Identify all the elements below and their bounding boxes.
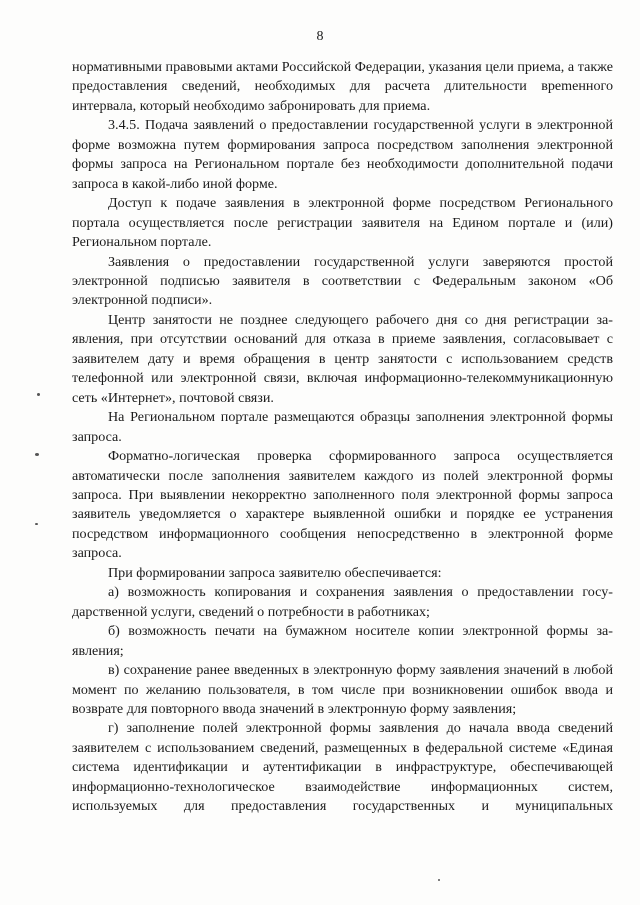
paragraph-access: Доступ к подаче заявления в электронной форме посредством Регионального портала осуществляется после регистрации заявителя на Едином портале и (или) Региональном портале. <box>72 195 613 251</box>
paragraph-3-4-5: 3.4.5. Подача заявлений о предоставлении государственной услуги в электронной форме возможна путем формирования запроса посредством заполнения электронной формы запроса на Региональном портале без необходимости дополнительной подачи запроса в какой-либо иной форме. <box>72 117 613 192</box>
list-item-b: б) возможность печати на бумажном носителе копии электронной формы заявления; <box>72 623 613 659</box>
paragraph-format-check: Форматно-логическая проверка сформированного запроса осуществляется автоматически после заполнения заявителем каждого из полей электронной формы запроса. При выявлении некорректно заполненного поля электронной формы запроса заявитель уведомляется о характере выявленной ошибки и порядке ее устранения посредством информационного сообщения непосредственно в электронной форме запроса. <box>72 448 613 562</box>
document-body <box>72 58 613 817</box>
paragraph-samples: На Региональном портале размещаются образцы заполнения электронной формы запроса. <box>72 409 613 445</box>
list-item-v: в) сохранение ранее введенных в электронную форму заявления значений в любой момент по желанию пользователя, в том числе при возникновении ошибок ввода и возврате для повторного ввода значений в электронную форму заявления; <box>72 662 613 717</box>
scan-speck <box>438 879 440 881</box>
scan-speck <box>35 523 38 525</box>
scan-speck <box>35 453 39 456</box>
paragraph-provisions-intro: При формировании запроса заявителю обеспечивается: <box>108 564 442 581</box>
paragraph-employment-center: Центр занятости не позднее следующего рабочего дня со дня регистрации заявления, при отсутствии оснований для отказа в приеме заявления, согласовывает с заявителем дату и время обращения в центр занятости с использованием средств телефонной или электронной связи, включая информационно-телекоммуникационную сеть «Интернет», почтовой связи. <box>72 311 613 406</box>
list-item-a: а) возможность копирования и сохранения заявления о предоставлении государственной услуги, сведений о потребности в работниках; <box>72 584 613 620</box>
page-number: 8 <box>316 29 324 44</box>
list-item-g: г) заполнение полей электронной формы заявления до начала ввода сведений заявителем с использованием сведений, размещенных в федеральной системе «Единая система идентификации и аутентификации в инфраструктуре, обеспечивающей информационно-технологическое взаимодействие информационных систем, используемых для предоставления государственных и муниципальных <box>72 720 613 815</box>
scan-speck <box>37 393 40 396</box>
paragraph-signature: Заявления о предоставлении государственной услуги заверяются простой электронной подписью заявителя в соответствии с Федеральным законом «Об электронной подписи». <box>72 253 613 309</box>
paragraph-continuation: нормативными правовыми актами Российской Федерации, указания цели приема, а также предоставления сведений, необходимых для расчета длительности вреmенного интервала, который необходимо забронировать для приема. <box>72 59 613 114</box>
